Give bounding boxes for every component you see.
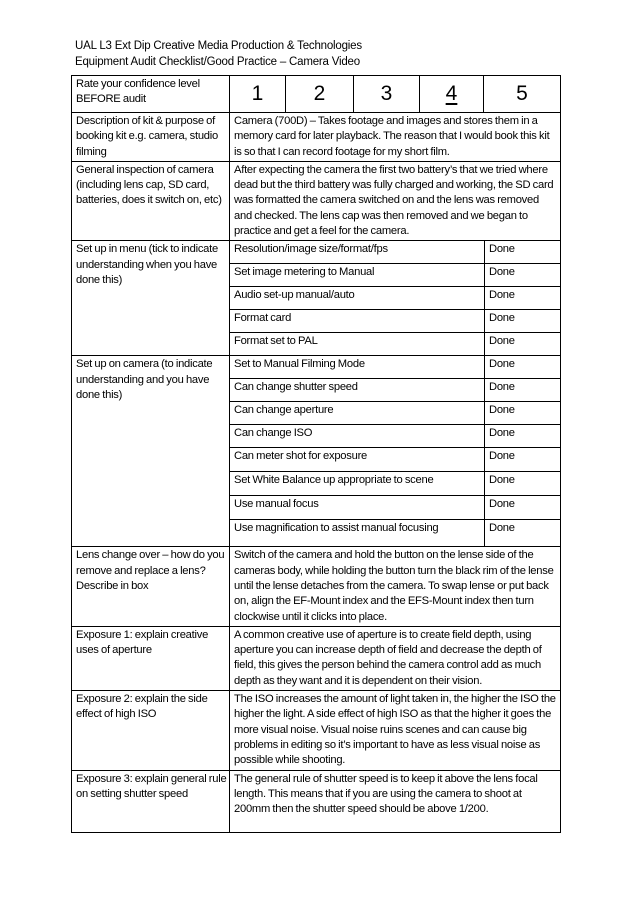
- header-line-1: UAL L3 Ext Dip Creative Media Production & Technologies: [75, 40, 362, 52]
- checklist-status[interactable]: Done: [489, 312, 515, 325]
- header-line-2: Equipment Audit Checklist/Good Practice – Camera Video: [75, 56, 360, 68]
- rating-row: [72, 76, 561, 113]
- document-header: [75, 38, 362, 70]
- checklist-status[interactable]: Done: [489, 450, 515, 463]
- camera-setup-label: Set up on camera (to indicate understanding and you have done this): [72, 356, 230, 547]
- menu-setup-checklist: [230, 241, 561, 356]
- exposure-3-text: The general rule of shutter speed is to keep it above the lens focal length. This means that if you are using the camera to shoot at 200mm then the shutter speed should be above 1/200.: [230, 770, 561, 832]
- checklist-item: Format set to PAL: [230, 333, 485, 355]
- inspection-label: General inspection of camera (including lens cap, SD card, batteries, does it switch on, etc): [72, 161, 230, 240]
- exposure-1-row: [72, 626, 561, 690]
- exposure-2-label: Exposure 2: explain the side effect of high ISO: [72, 691, 230, 770]
- menu-setup-row: [72, 241, 561, 356]
- checklist-item: Can change shutter speed: [230, 379, 485, 401]
- checklist-row: [230, 425, 560, 448]
- lens-change-row: [72, 547, 561, 626]
- checklist-row: [230, 241, 560, 264]
- rating-option-5[interactable]: 5: [516, 82, 528, 106]
- lens-change-label: Lens change over – how do you remove and replace a lens? Describe in box: [72, 547, 230, 626]
- checklist-status[interactable]: Done: [489, 289, 515, 302]
- checklist-row: [230, 333, 560, 355]
- checklist-row: [230, 448, 560, 472]
- exposure-2-row: [72, 691, 561, 770]
- checklist-status[interactable]: Done: [489, 381, 515, 394]
- description-row: [72, 113, 561, 162]
- checklist-status[interactable]: Done: [489, 404, 515, 417]
- rating-option-3[interactable]: 3: [354, 76, 420, 112]
- checklist-status[interactable]: Done: [489, 474, 515, 487]
- exposure-3-row: [72, 770, 561, 832]
- inspection-text: After expecting the camera the first two battery’s that we tried where dead but the third battery was fully charged and working, the SD card was formatted the camera switched on and the lens was removed and checked. The lens cap was then removed and we began to practice and get a feel for the camera.: [230, 161, 561, 240]
- checklist-status[interactable]: Done: [489, 358, 515, 371]
- checklist-item: Can meter shot for exposure: [230, 448, 485, 471]
- checklist-row: [230, 264, 560, 287]
- rating-option-1[interactable]: 1: [230, 76, 286, 112]
- checklist-status[interactable]: Done: [489, 522, 515, 535]
- checklist-row: [230, 356, 560, 379]
- rating-option-4[interactable]: 4: [420, 76, 484, 112]
- rating-scale: [230, 76, 561, 113]
- checklist-row: [230, 287, 560, 310]
- checklist-item: Resolution/image size/format/fps: [230, 241, 485, 263]
- checklist-row: [230, 496, 560, 520]
- menu-setup-label: Set up in menu (tick to indicate understanding when you have done this): [72, 241, 230, 356]
- checklist-item: Audio set-up manual/auto: [230, 287, 485, 309]
- rating-label: Rate your confidence level BEFORE audit: [72, 76, 230, 113]
- exposure-1-text: A common creative use of aperture is to create field depth, using aperture you can increase depth of field and decrease the depth of field, this gives the person behind the camera control add as much depth as they want and it is dependent on their vision.: [230, 626, 561, 690]
- exposure-3-label: Exposure 3: explain general rule on setting shutter speed: [72, 770, 230, 832]
- checklist-item: Use magnification to assist manual focusing: [230, 520, 485, 546]
- lens-change-text: Switch of the camera and hold the button on the lense side of the cameras body, while holding the button turn the black rim of the lense until the lense detaches from the camera. To swap lense or put back on, align the EF-Mount index and the EFS-Mount index then turn clockwise until it clicks into place.: [230, 547, 561, 626]
- exposure-2-text: The ISO increases the amount of light taken in, the higher the ISO the higher the light. A side effect of high ISO as that the higher it goes the more visual noise. Visual noise ruins scenes and can cause big problems in editing so it’s important to have as less visual noise as possible while shooting.: [230, 691, 561, 770]
- checklist-status[interactable]: Done: [489, 243, 515, 256]
- checklist-row: [230, 472, 560, 496]
- checklist-item: Use manual focus: [230, 496, 485, 519]
- checklist-row: [230, 379, 560, 402]
- checklist-item: Can change ISO: [230, 425, 485, 447]
- rating-option-2[interactable]: 2: [286, 76, 354, 112]
- checklist-row: [230, 310, 560, 333]
- exposure-1-label: Exposure 1: explain creative uses of aperture: [72, 626, 230, 690]
- checklist-item: Set White Balance up appropriate to scene: [230, 472, 485, 495]
- checklist-row: [230, 520, 560, 546]
- checklist-item: Set to Manual Filming Mode: [230, 356, 485, 378]
- checklist-row: [230, 402, 560, 425]
- checklist-item: Format card: [230, 310, 485, 332]
- checklist-item: Set image metering to Manual: [230, 264, 485, 286]
- camera-setup-row: [72, 356, 561, 547]
- description-text: Camera (700D) – Takes footage and images and stores them in a memory card for later playback. The reason that I would book this kit is so that I can record footage for my short film.: [230, 113, 561, 162]
- checklist-status[interactable]: Done: [489, 427, 515, 440]
- checklist-status[interactable]: Done: [489, 335, 515, 348]
- audit-table: [71, 75, 561, 833]
- inspection-row: [72, 161, 561, 240]
- checklist-status[interactable]: Done: [489, 498, 515, 511]
- checklist-item: Can change aperture: [230, 402, 485, 424]
- checklist-status[interactable]: Done: [489, 266, 515, 279]
- camera-setup-checklist: [230, 356, 561, 547]
- description-label: Description of kit & purpose of booking kit e.g. camera, studio filming: [72, 113, 230, 162]
